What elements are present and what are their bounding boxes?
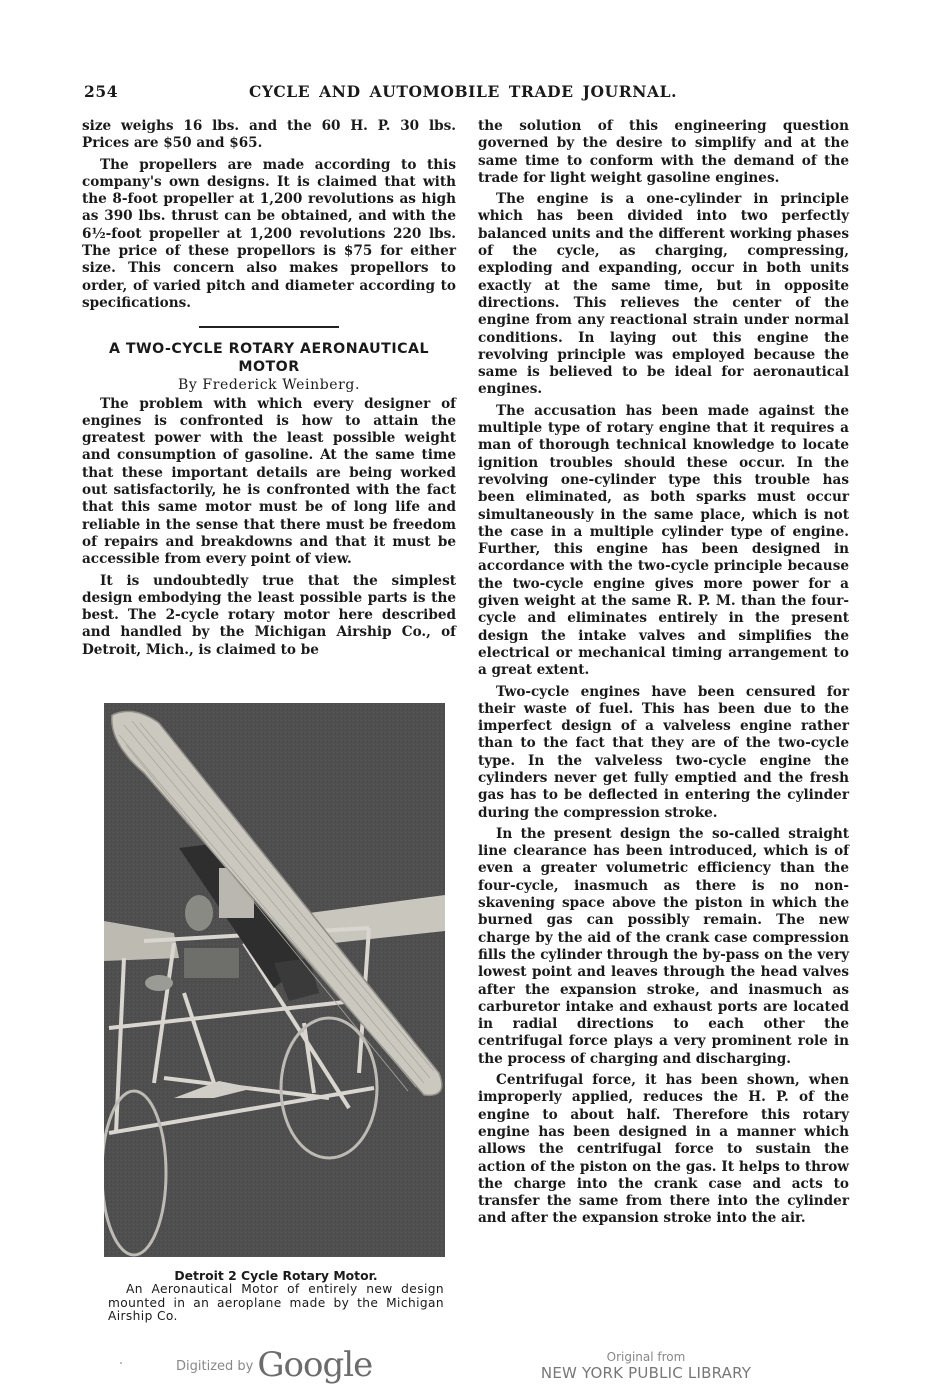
paragraph: The propellers are made according to this company's own designs. It is claimed that with the 8-foot propeller at 1,200 revolutions as high as 390 lbs. thrust can be obtained, and with the 6½-foot propeller at 1,200 revolutions 220 lbs. The price of these propellors is $75 for either size. This concern also makes propellors to order, of varied pitch and diameter according to specifications. — [82, 156, 456, 311]
article-title-line: MOTOR — [238, 359, 300, 376]
journal-title: CYCLE AND AUTOMOBILE TRADE JOURNAL. — [249, 82, 678, 101]
digitized-by-watermark — [176, 1345, 372, 1385]
paragraph: The engine is a one-cylinder in principle which has been divided into two perfectly balanced units and the different working phases of the cycle, as charging, compressing, exploding and expanding, occur in both units exactly at the same time, but in opposite directions. This relieves the center of the engine from any reactional strain under normal conditions. In laying out this engine the revolving principle was employed because the same is believed to be ideal for aeronautical engines. — [478, 191, 849, 398]
byline: By Frederick Weinberg. — [177, 377, 361, 394]
aeroplane-motor-photo — [104, 703, 445, 1257]
photo-illustration — [104, 703, 445, 1257]
original-source-watermark — [540, 1350, 752, 1382]
library-name: NEW YORK PUBLIC LIBRARY — [540, 1364, 752, 1382]
paragraph: In the present design the so-called straight line clearance has been introduced, which is of even a greater volumetric efficiency than the four-cycle, inasmuch as there is no non-skavening space above the piston in which the burned gas can possibly remain. The new charge by the aid of the crank case compression fills the cylinder through the by-pass on the very lowest point and leaves through the head valves after the expansion stroke, and inasmuch as carburetor intake and exhaust ports are located in radial directions to each other the centrifugal force plays a very prominent role in the process of charging and discharging. — [478, 825, 849, 1067]
page-number: 254 — [84, 82, 119, 101]
google-logo: Google — [257, 1345, 373, 1385]
article-title — [82, 340, 456, 376]
left-column — [82, 118, 456, 659]
paragraph: The problem with which every designer of engines is confronted is how to attain the greatest power with the least possible weight and consumption of gasoline. At the same time that these important details are being worked out satisfactorily, he is confronted with the fact that this same motor must be of long life and reliable in the sense that there must be freedom of repairs and breakdowns and that it must be accessible from every point of view. — [82, 395, 456, 568]
right-column — [478, 118, 849, 1228]
page-header — [84, 82, 854, 104]
paragraph: It is undoubtedly true that the simplest design embodying the least possible parts is the best. The 2-cycle rotary motor here described and handled by the Michigan Airship Co., of Detroit, Mich., is claimed to be — [82, 572, 456, 658]
paragraph: The accusation has been made against the multiple type of rotary engine that it requires a man of thorough technical knowledge to locate ignition troubles should these occur. In the revolving one-cylinder type this trouble has been eliminated, as both sparks must occur simultaneously in the same place, which is not the case in a multiple cylinder type of engine. Further, this engine has been designed in accordance with the two-cycle principle because the two-cycle engine gives more power for a given weight at the same R. P. M. than the four-cycle and eliminates entirely in the present design the intake valves and simplifies the electrical or mechanical timing arrangement to a great extent. — [478, 402, 849, 679]
article-title-line: A TWO-CYCLE ROTARY AERONAUTICAL — [108, 341, 430, 358]
paragraph: Two-cycle engines have been censured for their waste of fuel. This has been due to the imperfect design of a valveless engine rather than to the fact that they are of the two-cycle type. In the valveless two-cycle engine the cylinders never get fully emptied and the fresh gas has to be deflected in entering the cylinder during the compression stroke. — [478, 683, 849, 821]
original-from-label: Original from — [606, 1350, 686, 1364]
scan-speck — [120, 1362, 122, 1364]
paragraph: the solution of this engineering question governed by the desire to simplify and at the same time to conform with the demand of the trade for light weight gasoline engines. — [478, 118, 849, 186]
digitized-label: Digitized by — [176, 1359, 254, 1374]
section-divider — [199, 326, 339, 328]
paragraph: size weighs 16 lbs. and the 60 H. P. 30 lbs. Prices are $50 and $65. — [82, 118, 456, 152]
paragraph: Centrifugal force, it has been shown, when improperly applied, reduces the H. P. of the engine to about half. Therefore this rotary engine has been designed in a manner which allows the centrifugal force to sustain the action of the piston on the gas. It helps to throw the charge into the crank case and acts to transfer the same from there into the cylinder and after the expansion stroke into the air. — [478, 1072, 849, 1227]
figure-caption — [108, 1268, 444, 1324]
caption-title: Detroit 2 Cycle Rotary Motor. — [174, 1268, 378, 1283]
caption-body: An Aeronautical Motor of entirely new design mounted in an aeroplane made by the Michigan Airship Co. — [108, 1282, 444, 1323]
